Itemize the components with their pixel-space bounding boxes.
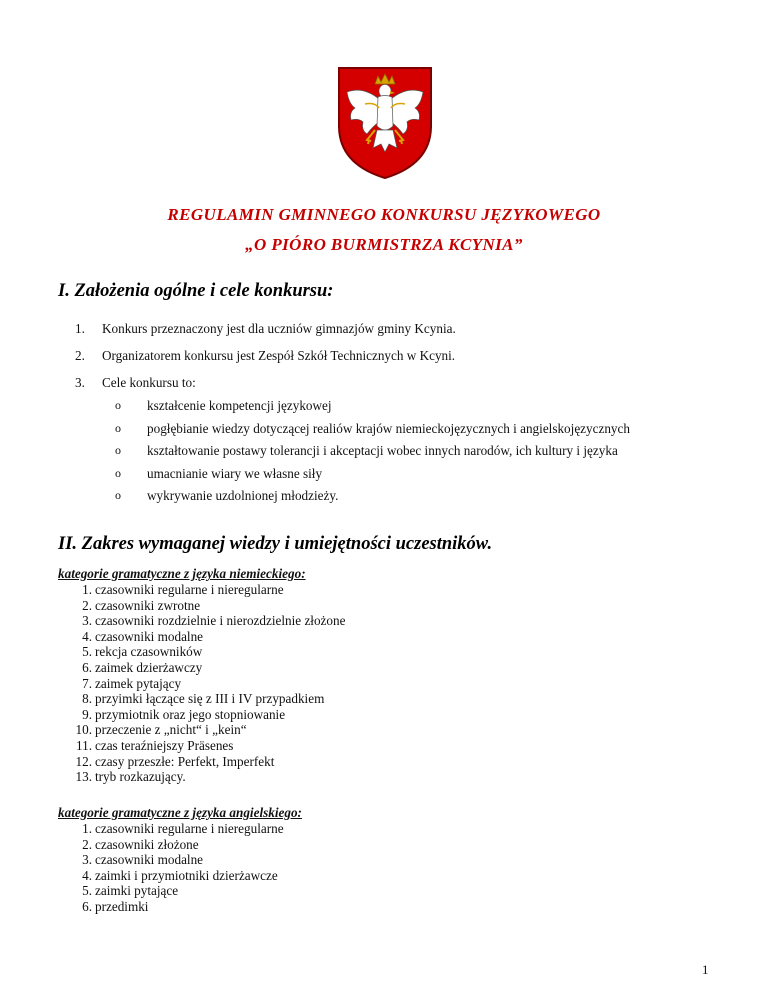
bullet-icon: o bbox=[115, 465, 121, 480]
bullet-icon: o bbox=[115, 398, 121, 412]
section-1-heading: I. Założenia ogólne i cele konkursu: bbox=[58, 281, 334, 301]
page-number: 1 bbox=[702, 962, 709, 977]
german-grammar-heading: kategorie gramatyczne z języka niemieckiego: bbox=[58, 566, 306, 581]
white-eagle-coat-of-arms-icon bbox=[335, 64, 435, 182]
section-2-heading: II. Zakres wymaganej wiedzy i umiejętności uczestników. bbox=[58, 534, 493, 554]
bullet-icon: o bbox=[115, 443, 121, 457]
document-title: REGULAMIN GMINNEGO KONKURSU JĘZYKOWEGO bbox=[167, 205, 601, 224]
english-grammar-heading: kategorie gramatyczne z języka angielskiego: bbox=[58, 805, 302, 820]
bullet-icon: o bbox=[115, 420, 121, 435]
document-subtitle: „O PIÓRO BURMISTRZA KCYNIA” bbox=[245, 235, 523, 254]
bullet-icon: o bbox=[115, 488, 121, 502]
document-page: REGULAMIN GMINNEGO KONKURSU JĘZYKOWEGO „O PIÓRO BURMISTRZA KCYNIA” I. Założenia ogólne i cele konkursu: 1. Konkurs przeznaczony jest dla uczniów gimnazjów gminy Kcynia. 2. Organizatorem konkursu jest Zespół Szkół Technicznych w Kcyni. 3. Cele konkursu to: o kształcenie kompetencji językowej o pogłębianie wiedzy dotyczącej realiów krajów niemieckojęzycznych i angielskojęzycznych o kształtowanie postawy tolerancji i akceptacji wobec innych narodów, ich kultury i języka o umacnianie wiary we własne siły o wykrywanie uzdolnionej młodzieży. II. Zakres wymaganej wiedzy i umiejętności uczestników. kategorie gramatyczne z języka niemieckiego: 1. czasowniki regularne i nieregularne 2. czasowniki zwrotne 3. czasowniki rozdzielnie i nierozdzielnie złożone 4. czasowniki modalne 5. rekcja czasowników 6. zaimek dzierżawczy 7. zaimek pytający 8. przyimki łączące się z III i IV przypadkiem 9. przymiotnik oraz jego stopniowanie 10. przeczenie z „nicht“ i „kein“ 11. czas teraźniejszy Präsenes 12. czasy przeszłe: Perfekt, Imperfekt 13. tryb rozkazujący. kategorie gramatyczne z języka angielskiego: 1. czasowniki regularne i nieregularne 2. czasowniki złożone 3. czasowniki modalne 4. zaimki i przymiotniki dzierżawcze 5. zaimki pytające 6. przedimki 1 bbox=[0, 0, 768, 994]
